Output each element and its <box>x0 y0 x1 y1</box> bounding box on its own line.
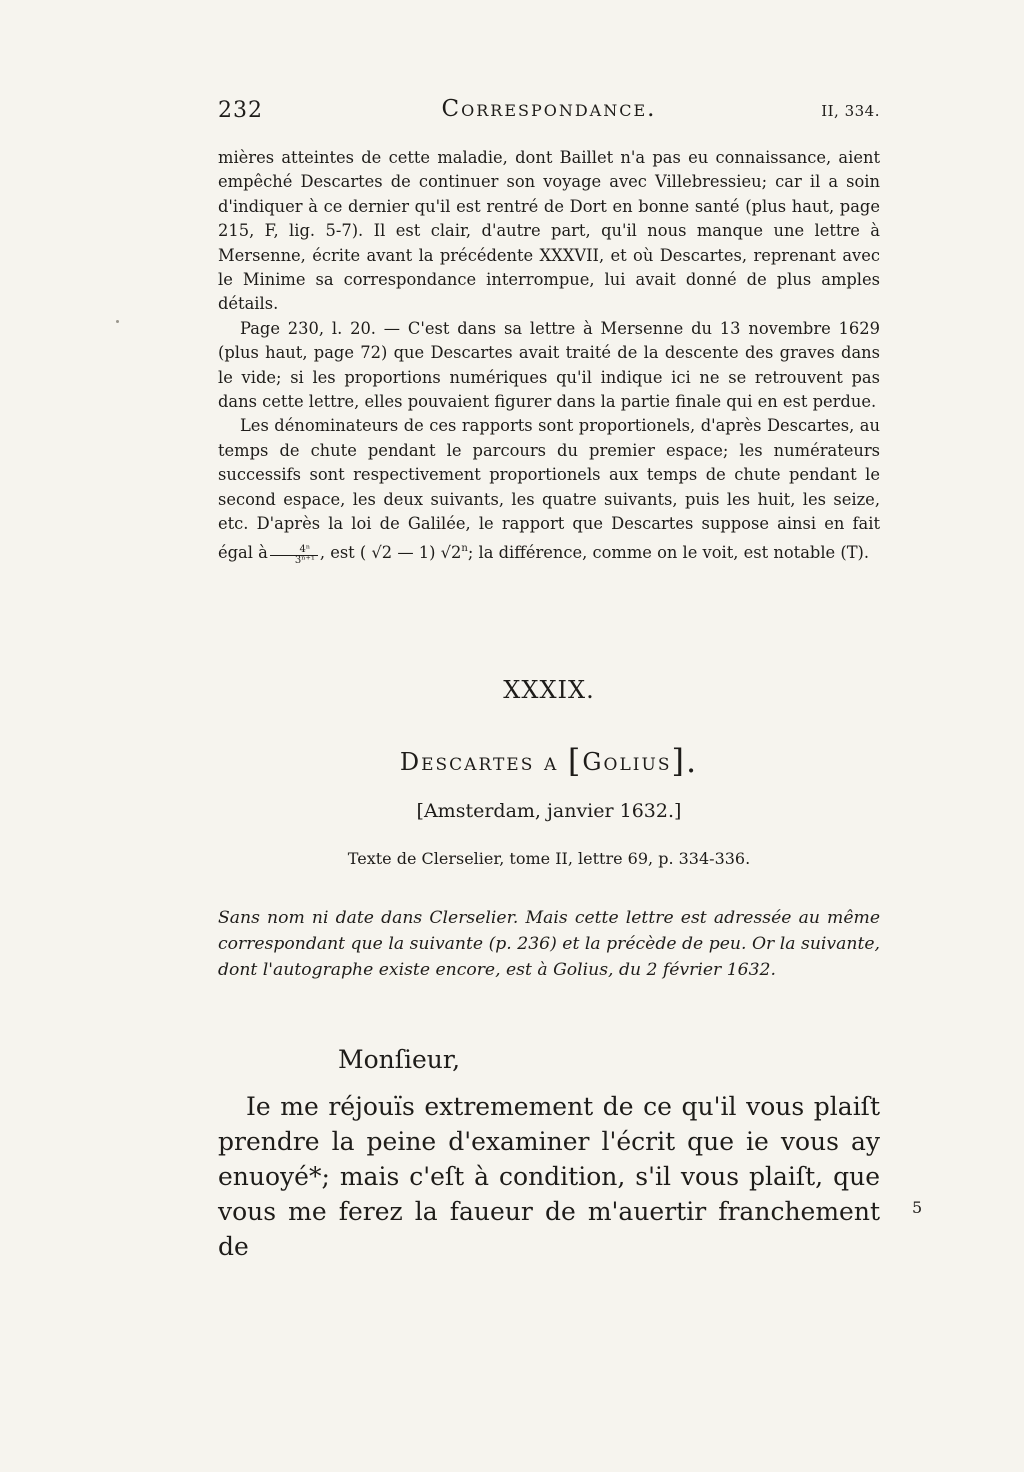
letter-title <box>218 742 880 780</box>
note-paragraph-3 <box>218 414 880 565</box>
editorial-note: Sans nom ni date dans Clerselier. Mais cette lettre est adressée au même correspondant que la suivante (p. 236) et la précède de peu. Or la suivante, dont l'autographe existe encore, est à Golius, du 2 février 1632. <box>218 908 880 980</box>
note-paragraph-3-start: Les dénominateurs de ces rapports sont proportionels, d'après Descartes, au temps de chute pendant le parcours du premier espace; les numérateurs successifs sont respectivement proportionels aux temps de chute pendant le second espace, les deux suivants, les quatre suivants, puis les huit, les seize, etc. D'après la loi de Galilée, le rapport que Descartes suppose ainsi en fait égal à <box>218 416 880 562</box>
letter-source: Texte de Clerselier, tome II, lettre 69, p. 334-336. <box>347 849 751 868</box>
letter-body-paragraph: Ie me réjouïs extremement de ce qu'il vous plaiſt prendre la peine d'examiner l'écrit que ie vous ay enuoyé*; mais c'eſt à condition, s'il vous plaiſt, que vous me ferez la faueur de m'auertir franchement de <box>218 1092 880 1261</box>
bracket-open: [ <box>567 742 583 780</box>
letter-title-sender: Descartes a <box>399 748 559 776</box>
ratio-fraction <box>270 545 318 566</box>
fraction-denominator: 3ⁿ⁺¹ <box>294 554 315 566</box>
letter-body <box>218 1089 880 1264</box>
letter-number: XXXIX. <box>503 676 595 704</box>
letter-dateline: [Amsterdam, janvier 1632.] <box>416 800 682 822</box>
page-header <box>218 96 880 130</box>
bracket-close: ]. <box>671 742 699 780</box>
letter-title-recipient: Golius <box>582 748 672 776</box>
formula-exponent: n <box>461 542 468 554</box>
section-reference: II, 334. <box>821 102 880 120</box>
note-paragraph-3-end: ; la différence, comme on le voit, est notable (T). <box>467 542 870 562</box>
note-paragraph-3-mid: , est ( √2 — 1) √2 <box>319 542 462 562</box>
note-paragraph-2: Page 230, l. 20. — C'est dans sa lettre à Mersenne du 13 novembre 1629 (plus haut, page 72) que Descartes avait traité de la descente des graves dans le vide; si les proportions numériques qu'il indique ici ne se retrouvent pas dans cette lettre, elles pouvaient figurer dans la partie finale qui en est perdue. <box>218 318 880 412</box>
note-paragraph-1: mières atteintes de cette maladie, dont Baillet n'a pas eu connaissance, aient empêché Descartes de continuer son voyage avec Villebressieu; car il a soin d'indiquer à ce dernier qu'il est rentré de Dort en bonne santé (plus haut, page 215, F, lig. 5-7). Il est clair, d'autre part, qu'il nous manque une lettre à Mersenne, écrite avant la précédente XXXVII, et où Descartes, reprenant avec le Minime sa correspondance interrompue, lui avait donné de plus amples détails. <box>218 148 880 314</box>
fraction-numerator: 4ⁿ <box>270 545 318 556</box>
margin-mark <box>116 320 119 323</box>
editorial-notes <box>218 146 880 566</box>
page-number: 232 <box>218 98 263 123</box>
running-title: Correspondance. <box>441 96 657 122</box>
salutation: Monſieur, <box>338 1045 461 1074</box>
line-number: 5 <box>912 1198 923 1217</box>
